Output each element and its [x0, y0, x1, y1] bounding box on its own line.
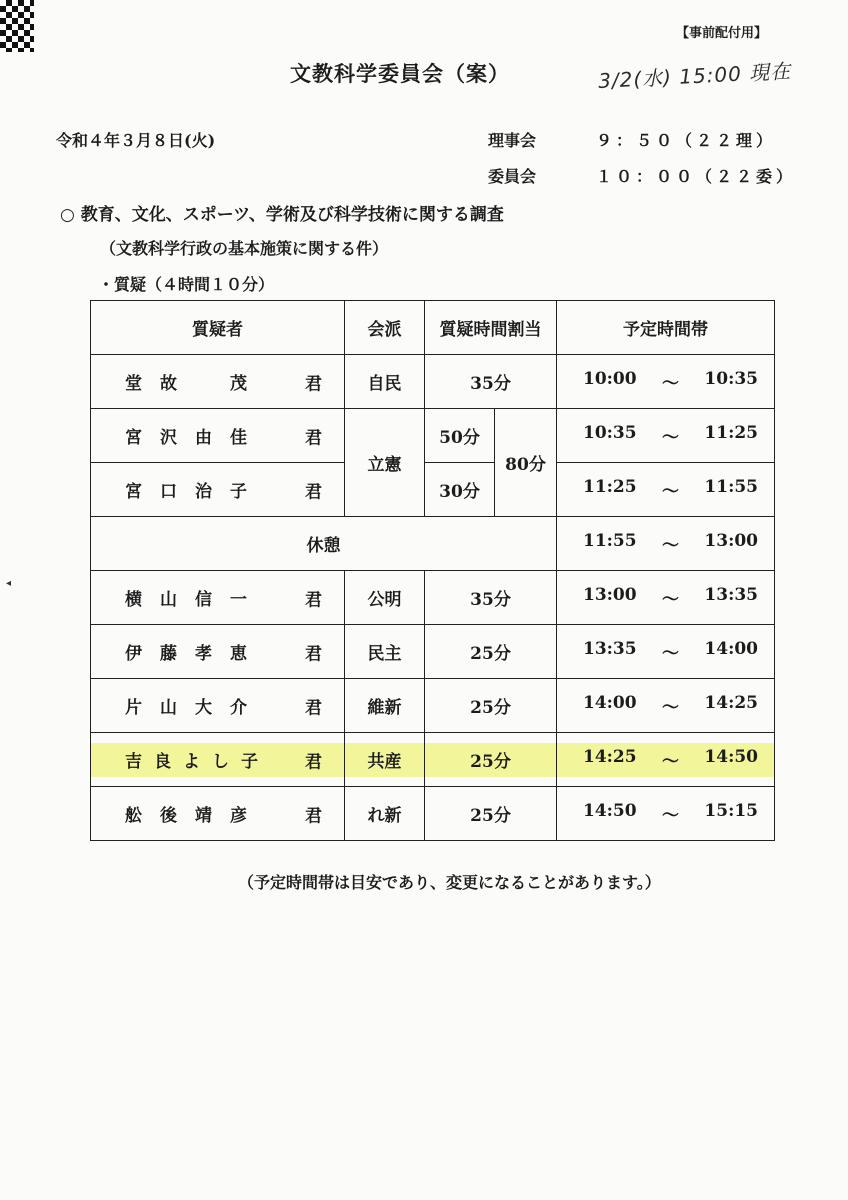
footnote: （予定時間帯は目安であり、変更になることがあります。）: [238, 873, 661, 892]
committee-label: 委員会: [488, 167, 537, 186]
faction-cell: 自民: [345, 355, 425, 409]
header-allocation: 質疑時間割当: [425, 301, 557, 355]
questioner-cell: [91, 787, 345, 841]
honorific: 君: [305, 806, 322, 826]
tilde: ～: [662, 752, 679, 772]
committee-time: １０：００（２２委）: [596, 167, 797, 186]
allocation-cell: 50分: [425, 409, 495, 463]
header-questioner: 質疑者: [91, 301, 345, 355]
handwritten-note: 3/2(水) 15:00 現在: [597, 58, 792, 94]
start-time: 14:00: [583, 693, 637, 713]
end-time: 13:35: [704, 585, 758, 605]
question-schedule-table: [90, 300, 775, 841]
tilde: ～: [662, 698, 679, 718]
tilde: ～: [662, 482, 679, 502]
start-time: 13:00: [583, 585, 637, 605]
allocation-cell: 25分: [425, 625, 557, 679]
tilde: ～: [662, 374, 679, 394]
honorific: 君: [305, 374, 322, 394]
tilde: ～: [662, 590, 679, 610]
agenda-subitem: （文教科学行政の基本施策に関する件）: [100, 239, 389, 258]
questioner-cell: [91, 409, 345, 463]
honorific: 君: [305, 590, 322, 610]
agenda-item: ○ 教育、文化、スポーツ、学術及び科学技術に関する調査: [60, 205, 504, 225]
timeslot-cell: [557, 355, 775, 409]
faction-cell: 公明: [345, 571, 425, 625]
table-row: [91, 571, 775, 625]
start-time: 10:00: [583, 369, 637, 389]
start-time: 11:25: [583, 477, 637, 497]
document-title: 文教科学委員会（案）: [290, 61, 510, 86]
start-time: 14:25: [583, 747, 637, 767]
timeslot-cell: [557, 463, 775, 517]
allocation-cell: 35分: [425, 355, 557, 409]
end-time: 14:25: [704, 693, 758, 713]
start-time: 14:50: [583, 801, 637, 821]
questioner-name: 横山信一: [125, 590, 265, 610]
board-meeting-time: ９：５０（２２理）: [596, 131, 777, 150]
honorific: 君: [305, 698, 322, 718]
distribution-tag: 【事前配付用】: [676, 26, 768, 41]
board-meeting-label: 理事会: [488, 131, 537, 150]
end-time: 14:50: [704, 747, 758, 767]
honorific: 君: [305, 752, 322, 772]
start-time: 11:55: [583, 531, 637, 551]
questioner-name: 堂故 茂: [125, 374, 265, 394]
table-row: [91, 679, 775, 733]
faction-cell: れ新: [345, 787, 425, 841]
end-time: 11:25: [704, 423, 758, 443]
table-row: [91, 625, 775, 679]
end-time: 15:15: [704, 801, 758, 821]
end-time: 14:00: [704, 639, 758, 659]
questioner-cell: [91, 733, 345, 787]
honorific: 君: [305, 644, 322, 664]
end-time: 13:00: [704, 531, 758, 551]
end-time: 11:55: [704, 477, 758, 497]
questioner-cell: [91, 679, 345, 733]
timeslot-cell: [557, 517, 775, 571]
faction-cell: 維新: [345, 679, 425, 733]
table-row: [91, 409, 775, 463]
faction-cell: 民主: [345, 625, 425, 679]
question-session-label: ・質疑（４時間１０分）: [98, 275, 275, 294]
honorific: 君: [305, 482, 322, 502]
questioner-name: 宮口治子: [125, 482, 265, 502]
timeslot-cell: [557, 787, 775, 841]
table-row: [91, 463, 775, 517]
group-total-cell: 80分: [495, 409, 557, 517]
corner-checker-mark: [0, 0, 34, 52]
margin-arrow-mark: ◂: [6, 578, 12, 589]
table-header-row: [91, 301, 775, 355]
allocation-cell: 35分: [425, 571, 557, 625]
tilde: ～: [662, 644, 679, 664]
timeslot-cell: [557, 679, 775, 733]
timeslot-cell: [557, 733, 775, 787]
header-timeslot: 予定時間帯: [557, 301, 775, 355]
questioner-cell: [91, 571, 345, 625]
timeslot-cell: [557, 625, 775, 679]
questioner-name: 宮沢由佳: [125, 428, 265, 448]
header-faction: 会派: [345, 301, 425, 355]
start-time: 10:35: [583, 423, 637, 443]
faction-cell: 共産: [345, 733, 425, 787]
tilde: ～: [662, 806, 679, 826]
questioner-cell: [91, 463, 345, 517]
timeslot-cell: [557, 571, 775, 625]
tilde: ～: [662, 428, 679, 448]
meeting-date: 令和４年３月８日(火): [56, 131, 216, 150]
timeslot-cell: [557, 409, 775, 463]
tilde: ～: [662, 536, 679, 556]
start-time: 13:35: [583, 639, 637, 659]
break-row: [91, 517, 775, 571]
highlighted-table-row: [91, 733, 775, 787]
break-label: 休憩: [91, 517, 557, 571]
questioner-cell: [91, 355, 345, 409]
questioner-name: 伊藤孝恵: [125, 644, 265, 664]
faction-cell: 立憲: [345, 409, 425, 517]
allocation-cell: 30分: [425, 463, 495, 517]
honorific: 君: [305, 428, 322, 448]
allocation-cell: 25分: [425, 787, 557, 841]
questioner-cell: [91, 625, 345, 679]
questioner-name: 吉良よし子: [125, 752, 270, 772]
table-row: [91, 787, 775, 841]
end-time: 10:35: [704, 369, 758, 389]
allocation-cell: 25分: [425, 679, 557, 733]
table-row: [91, 355, 775, 409]
questioner-name: 舩後靖彦: [125, 806, 265, 826]
questioner-name: 片山大介: [125, 698, 265, 718]
allocation-cell: 25分: [425, 733, 557, 787]
